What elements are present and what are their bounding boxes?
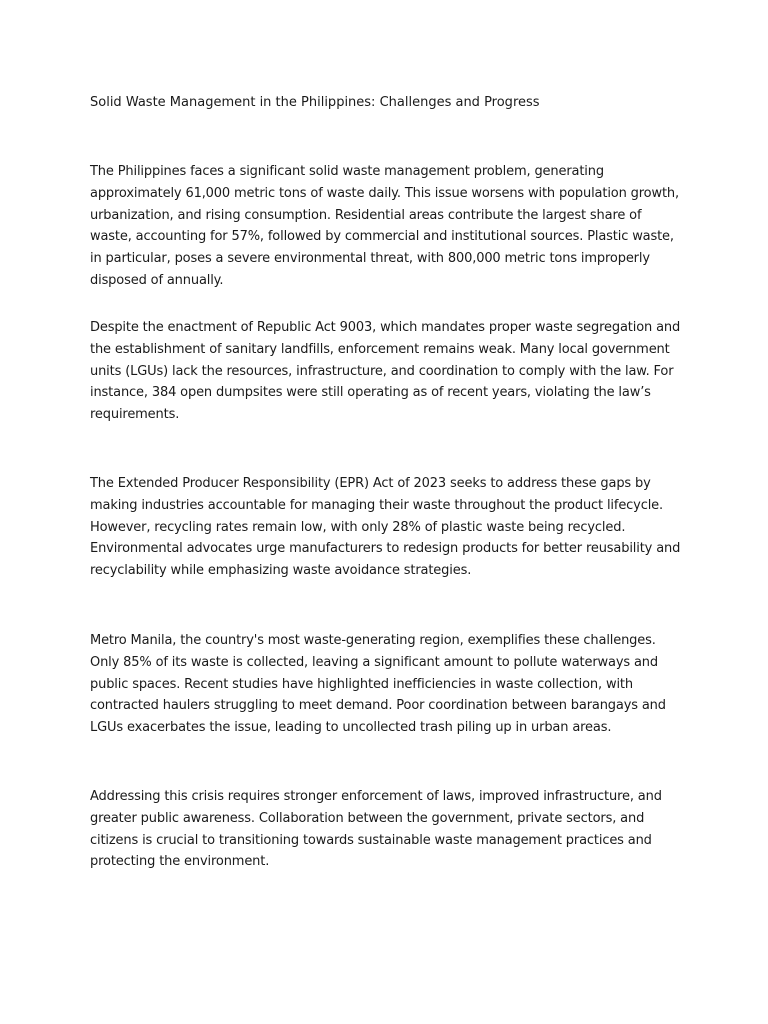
- paragraph-waste-generation: The Philippines faces a significant solid waste management problem, generating approximately 61,000 metric tons of waste daily. This issue worsens with population growth, urbanization, and rising consumption. Residential areas contribute the largest share of waste, accounting for 57%, followed by commercial and institutional sources. Plastic waste, in particular, poses a severe environmental threat, with 800,000 metric tons improperly disposed of annually.: [90, 164, 679, 288]
- paragraph-republic-act-9003: Despite the enactment of Republic Act 9003, which mandates proper waste segregation and the establishment of sanitary landfills, enforcement remains weak. Many local government units (LGUs) lack the resources, infrastructure, and coordination to comply with the law. For instance, 384 open dumpsites were still operating as of recent years, violating the law’s requirements.: [90, 320, 681, 423]
- paragraph-metro-manila: Metro Manila, the country's most waste-generating region, exemplifies these challenges. Only 85% of its waste is collected, leaving a significant amount to pollute waterways and public spaces. Recent studies have highlighted inefficiencies in waste collection, with contracted haulers struggling to meet demand. Poor coordination between barangays and LGUs exacerbates the issue, leading to uncollected trash piling up in urban areas.: [90, 633, 666, 736]
- paragraph-conclusion: Addressing this crisis requires stronger enforcement of laws, improved infrastructure, and greater public awareness. Collaboration between the government, private sectors, and citizens is crucial to transitioning towards sustainable waste management practices and protecting the environment.: [90, 789, 662, 870]
- document-title: Solid Waste Management in the Philippines: Challenges and Progress: [90, 95, 540, 110]
- paragraph-epr-act: The Extended Producer Responsibility (EPR) Act of 2023 seeks to address these gaps by making industries accountable for managing their waste throughout the product lifecycle. However, recycling rates remain low, with only 28% of plastic waste being recycled. Environmental advocates urge manufacturers to redesign products for better reusability and recyclability while emphasizing waste avoidance strategies.: [90, 476, 681, 579]
